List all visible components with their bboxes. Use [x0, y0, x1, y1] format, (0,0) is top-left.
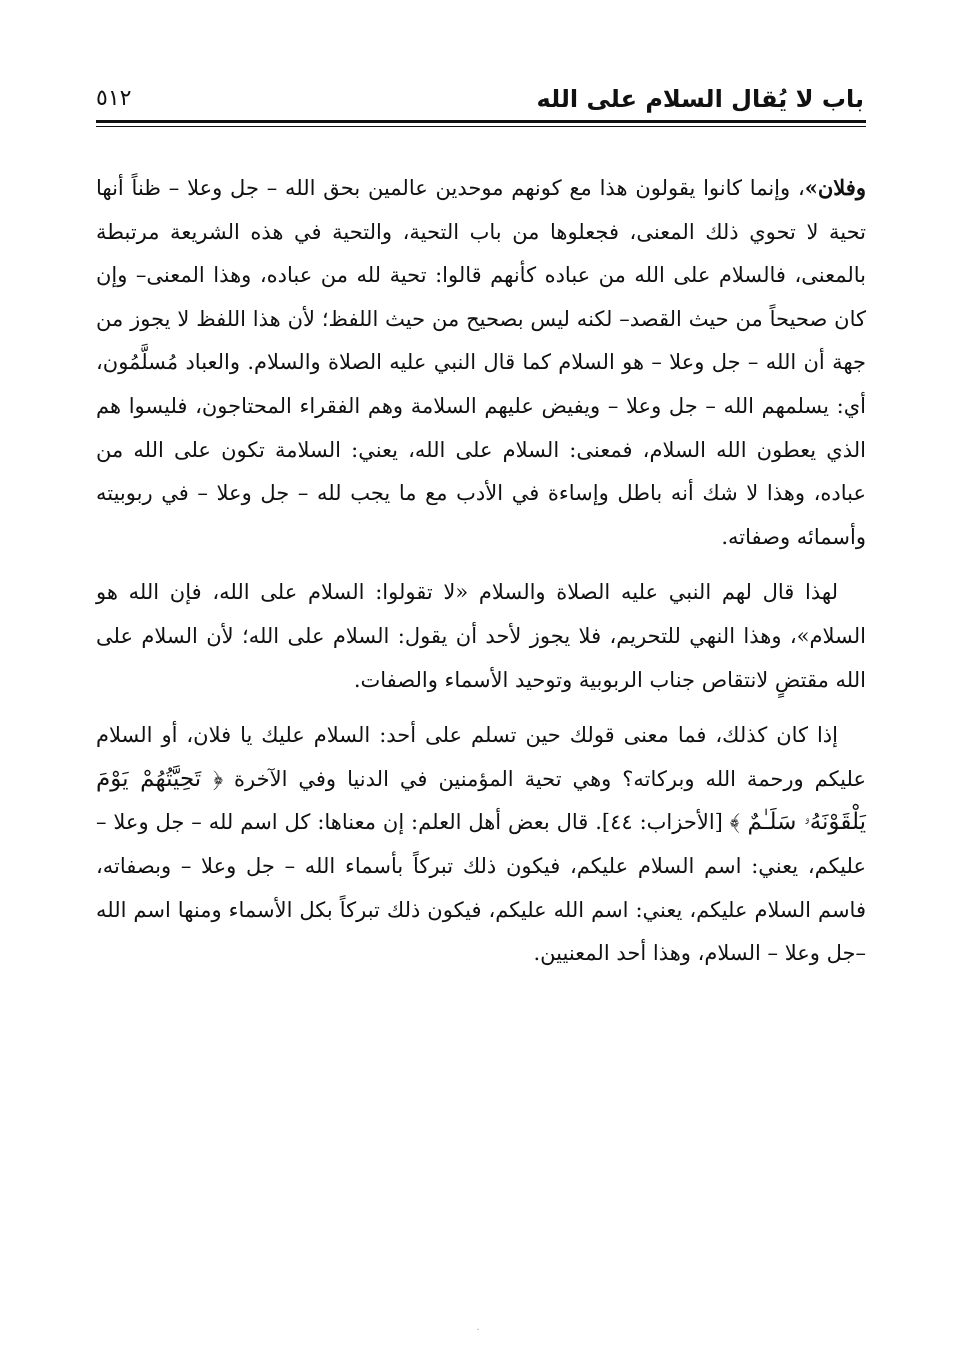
paragraph-2: [96, 571, 866, 702]
scan-dot: ·: [476, 1325, 480, 1336]
header-rule: [96, 120, 866, 123]
header-rule-thin: [96, 126, 866, 127]
paragraph-3: [96, 714, 866, 976]
paragraph-3-text-a: إذا كان كذلك، فما معنى قولك حين تسلم على أحد: السلام عليك يا فلان، أو السلام عليكم ورحمة الله وبركاته؟ وهي تحية المؤمنين في الدنيا وفي الآخرة: [96, 723, 866, 791]
paragraph-1-text: ، وإنما كانوا يقولون هذا مع كونهم موحدين عالمين بحق الله – جل وعلا – ظناً أنها تحية لا تحوي ذلك المعنى، فجعلوها من باب التحية، والتحية في هذه الشريعة مرتبطة بالمعنى، فالسلام على الله من عباده كأنهم قالوا: تحية لله من عباده، وهذا المعنى– وإن كان صحيحاً من حيث القصد– لكنه ليس بصحيح من حيث اللفظ؛ لأن هذا اللفظ لا يجوز من جهة أن الله – جل وعلا – هو السلام كما قال النبي عليه الصلاة والسلام. والعباد مُسلَّمُون، أي: يسلمهم الله – جل وعلا – ويفيض عليهم السلامة وهم الفقراء المحتاجون، فليسوا هم الذي يعطون الله السلام، فمعنى: السلام على الله، يعني: السلامة تكون على الله من عباده، وهذا لا شك أنه باطل وإساءة في الأدب مع ما يجب لله – جل وعلا – في ربوبيته وأسمائه وصفاته.: [96, 176, 866, 549]
paragraph-3-text-b: [الأحزاب: ٤٤]. قال بعض أهل العلم: إن معناها: كل اسم لله – جل وعلا – عليكم، يعني: اسم السلام عليكم، فيكون ذلك تبركاً بأسماء الله – جل وعلا – وبصفاته، فاسم السلام عليكم، يعني: اسم الله عليكم، فيكون ذلك تبركاً بكل الأسماء ومنها اسم الله –جل وعلا – السلام، وهذا أحد المعنيين.: [96, 810, 866, 966]
running-header: [96, 78, 864, 122]
paragraph-2-text: لهذا قال لهم النبي عليه الصلاة والسلام «لا تقولوا: السلام على الله، فإن الله هو السلام»، وهذا النهي للتحريم، فلا يجوز لأحد أن يقول: السلام على الله؛ لأن السلام على الله مقتضٍ لانتقاص جناب الربوبية وتوحيد الأسماء والصفات.: [96, 580, 866, 692]
paragraph-1: [96, 166, 866, 559]
body-text: [96, 166, 866, 976]
chapter-title: باب لا يُقال السلام على الله: [536, 85, 864, 113]
page-number: ٥١٢: [96, 86, 132, 111]
quran-verse: ﴿ تَحِيَّتُهُمْ يَوْمَ يَلْقَوْنَهُۥ سَلَـٰمٌ ﴾: [96, 765, 866, 836]
paragraph-1-lead: وفلان»: [804, 175, 866, 200]
